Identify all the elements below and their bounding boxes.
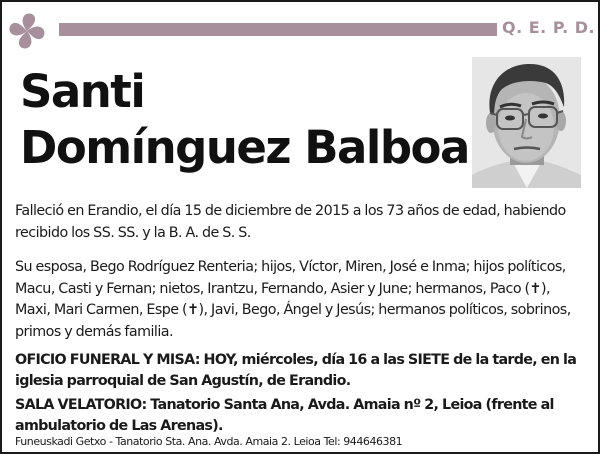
first-name: Santi <box>20 65 145 118</box>
portrait-photo <box>472 57 581 188</box>
funeral-paragraph: OFICIO FUNERAL Y MISA: HOY, miércoles, día 16 a las SIETE de la tarde, en la iglesia parroquial de San Agustín, de Erandio. <box>15 351 577 390</box>
deceased-name <box>20 64 469 176</box>
notice-body <box>15 201 585 438</box>
qepd-label: Q. E. P. D. <box>502 18 596 37</box>
header-bar <box>59 23 497 36</box>
death-paragraph: Falleció en Erandio, el día 15 de diciembre de 2015 a los 73 años de edad, habiendo recibido los SS. SS. y la B. A. de S. S. <box>15 203 566 241</box>
footer-contact: Funeuskadi Getxo - Tanatorio Sta. Ana. Avda. Amaia 2. Leioa Tel: 944646381 <box>15 435 403 448</box>
family-paragraph: Su esposa, Bego Rodríguez Renteria; hijos, Víctor, Miren, José e Inma; hijos políticos, Macu, Casti y Fernan; nietos, Irantzu, Fernando, Asier y June; hermanos, Paco (✝), Maxi, Mari Carmen, Espe (✝), Javi, Bego, Ángel y Jesús; hermanos políticos, sobrinos, primos y demás familia. <box>15 259 571 340</box>
wake-paragraph: SALA VELATORIO: Tanatorio Santa Ana, Avda. Amaia nº 2, Leioa (frente al ambulatorio de Las Arenas). <box>15 396 554 435</box>
surnames: Domínguez Balboa <box>20 121 469 174</box>
lauburu-icon <box>4 8 50 54</box>
